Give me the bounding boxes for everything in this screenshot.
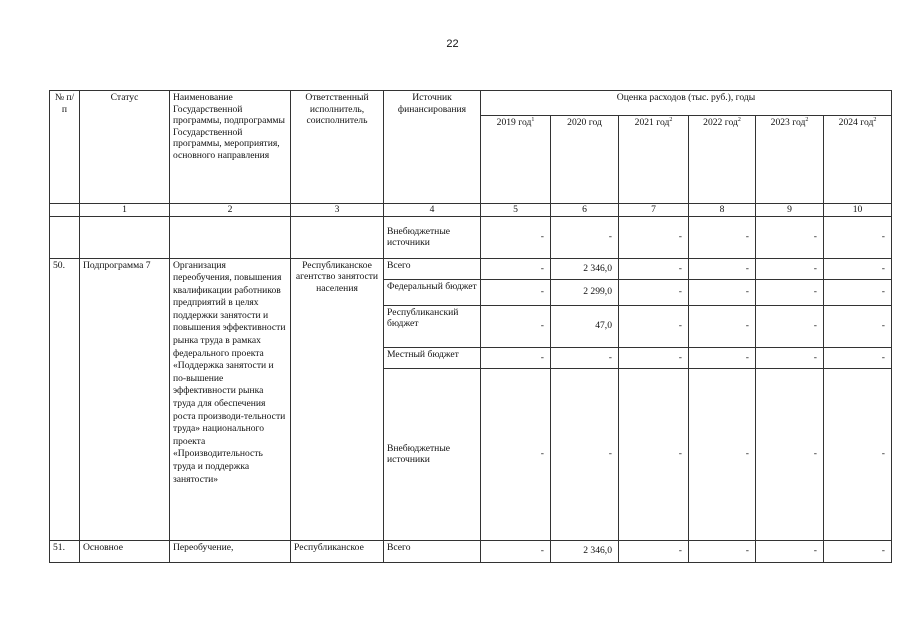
value-cell: -: [756, 540, 824, 562]
value-cell: -: [619, 258, 689, 279]
value-cell: -: [551, 347, 619, 368]
value-cell: -: [689, 540, 756, 562]
source-cell: Внебюджетные источники: [384, 216, 481, 258]
value-cell: -: [481, 305, 551, 347]
value-cell: -: [756, 368, 824, 540]
year-2024: 2024 год$^2$: [824, 116, 892, 204]
value-cell: -: [481, 216, 551, 258]
year-2021: 2021 год$^2$: [619, 116, 689, 204]
value-cell: -: [619, 347, 689, 368]
value-cell: -: [619, 305, 689, 347]
value-cell: -: [824, 216, 892, 258]
value-cell: -: [824, 540, 892, 562]
value-cell: -: [481, 258, 551, 279]
value-cell: -: [481, 279, 551, 305]
table-row: [50, 216, 892, 258]
executor-cell: Республиканское агентство занятости населения: [291, 258, 384, 540]
executor-cell: Республиканское: [291, 540, 384, 562]
value-cell: -: [619, 279, 689, 305]
header-executor: Ответственный исполнитель, соисполнитель: [291, 91, 384, 204]
value-cell: -: [756, 305, 824, 347]
header-status: Статус: [80, 91, 170, 204]
value-cell: -: [551, 216, 619, 258]
value-cell: -: [689, 279, 756, 305]
value-cell: -: [756, 347, 824, 368]
value-cell: -: [689, 368, 756, 540]
year-2023: 2023 год$^2$: [756, 116, 824, 204]
source-cell: Федеральный бюджет: [384, 279, 481, 305]
value-cell: -: [619, 540, 689, 562]
budget-table: [49, 90, 892, 563]
page-number: 22: [446, 38, 459, 50]
table-row: [50, 540, 892, 562]
row-number: 50.: [50, 258, 80, 540]
year-2020: 2020 год: [551, 116, 619, 204]
status-cell: Основное: [80, 540, 170, 562]
value-cell: -: [824, 305, 892, 347]
source-cell: Республиканский бюджет: [384, 305, 481, 347]
value-cell: -: [824, 258, 892, 279]
numbering-cell: 3: [291, 204, 384, 217]
value-cell: 47,0: [551, 305, 619, 347]
header-costs: Оценка расходов (тыс. руб.), годы: [481, 91, 892, 116]
value-cell: -: [824, 279, 892, 305]
value-cell: 2 346,0: [551, 540, 619, 562]
value-cell: -: [481, 368, 551, 540]
value-cell: -: [824, 347, 892, 368]
value-cell: -: [756, 216, 824, 258]
column-numbering-row: [50, 204, 892, 217]
source-cell: Всего: [384, 258, 481, 279]
source-cell: Всего: [384, 540, 481, 562]
header-no: № п/п: [50, 91, 80, 204]
numbering-cell: 9: [756, 204, 824, 217]
status-cell: Подпрограмма 7: [80, 258, 170, 540]
row-number: 51.: [50, 540, 80, 562]
value-cell: -: [551, 368, 619, 540]
numbering-cell: 1: [80, 204, 170, 217]
numbering-cell: 2: [170, 204, 291, 217]
value-cell: -: [689, 347, 756, 368]
source-cell: Внебюджетные источники: [384, 368, 481, 540]
numbering-cell: 8: [689, 204, 756, 217]
value-cell: -: [619, 368, 689, 540]
value-cell: 2 346,0: [551, 258, 619, 279]
numbering-cell: 10: [824, 204, 892, 217]
value-cell: -: [689, 216, 756, 258]
value-cell: -: [689, 258, 756, 279]
value-cell: -: [689, 305, 756, 347]
year-2022: 2022 год$^2$: [689, 116, 756, 204]
name-cell: Организация переобучения, повышения квалификации работников предприятий в целях поддержки занятости и повышения эффективности рынка труда в рамках федерального проекта «Поддержка занятости и по-вышение эффективности рынка труда для обеспечения роста производи-тельности труда» национального проекта «Производительность труда и поддержка занятости»: [170, 258, 291, 540]
header-name: Наименование Государственной программы, подпрограммы Государственной программы, мероприятия, основного направления: [170, 91, 291, 204]
name-cell: Переобучение,: [170, 540, 291, 562]
value-cell: -: [481, 347, 551, 368]
value-cell: -: [824, 368, 892, 540]
numbering-cell: 5: [481, 204, 551, 217]
numbering-cell: 6: [551, 204, 619, 217]
year-2019: 2019 год$^1$: [481, 116, 551, 204]
source-cell: Местный бюджет: [384, 347, 481, 368]
value-cell: -: [756, 279, 824, 305]
value-cell: 2 299,0: [551, 279, 619, 305]
table-row: [50, 258, 892, 279]
value-cell: -: [481, 540, 551, 562]
numbering-cell: [50, 204, 80, 217]
numbering-cell: 7: [619, 204, 689, 217]
numbering-cell: 4: [384, 204, 481, 217]
value-cell: -: [756, 258, 824, 279]
header-source: Источник финансирования: [384, 91, 481, 204]
value-cell: -: [619, 216, 689, 258]
